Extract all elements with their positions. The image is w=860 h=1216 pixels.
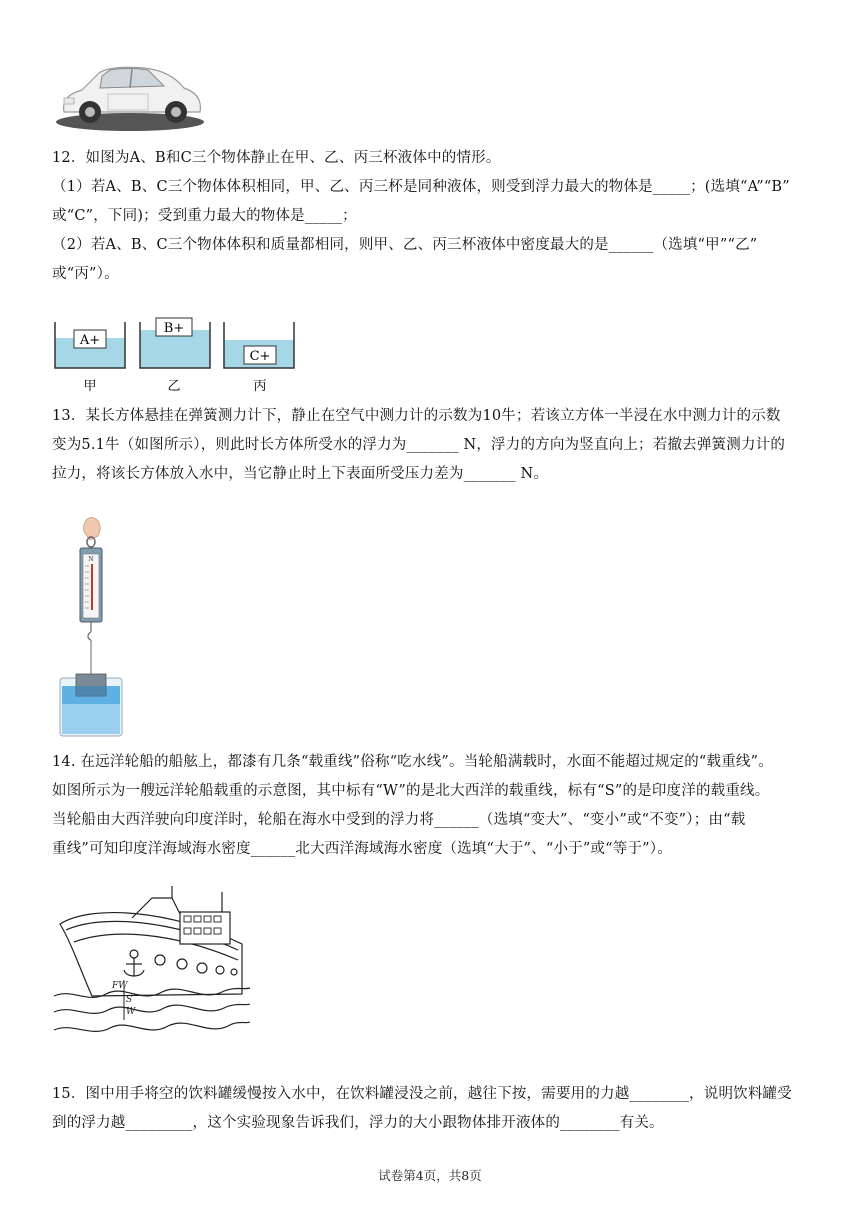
q14-line1: 14. 在远洋轮船的船舷上，都漆有几条“载重线”俗称“吃水线”。当轮船满载时，水面不能超过规定的“载重线”。 [52,754,773,770]
q13-spring-scale-figure [54,514,134,740]
q13-line1: 13．某长方体悬挂在弹簧测力计下，静止在空气中测力计的示数为10牛；若该立方体一半浸在水中测力计的示数 [52,408,781,424]
question-12 [52,144,812,289]
q14-line3: 当轮船由大西洋驶向印度洋时，轮船在海水中受到的浮力将______（选填“变大”、“变小”或“不变”）；由“载 [52,812,746,828]
cup-bing [224,322,294,394]
scale-n-label: N [88,556,94,563]
q12-stem: 12．如图为A、B和C三个物体静止在甲、乙、丙三杯液体中的情形。 [52,150,501,166]
q13-line3: 拉力，将该长方体放入水中，当它静止时上下表面所受压力差为_______ N。 [52,466,549,482]
q13-line2: 变为5.1牛（如图所示），则此时长方体所受水的浮力为_______ N，浮力的方向为竖直向上；若撤去弹簧测力计的 [52,437,786,453]
cup-yi [140,318,210,394]
q12-part1-line1: （1）若A、B、C三个物体体积相同，甲、乙、丙三杯是同种液体，则受到浮力最大的物体是_____；(选填“A”“B” [52,179,790,195]
cup-jia-label: 甲 [83,379,97,394]
q14-ship-figure [52,884,252,1044]
q14-line2: 如图所示为一艘远洋轮船载重的示意图，其中标有“W”的是北大西洋的载重线，标有“S”的是印度洋的载重线。 [52,783,770,799]
mark-s: S [126,995,133,1005]
car-image [52,60,204,134]
q12-part1-line2: 或“C”，下同)；受到重力最大的物体是_____； [52,208,357,224]
q12-part2-line1: （2）若A、B、C三个物体体积和质量都相同，则甲、乙、丙三杯液体中密度最大的是______（选填“甲”“乙” [52,237,758,253]
q14-line4: 重线”可知印度洋海域海水密度______北大西洋海域海水密度（选填“大于”、“小于”或“等于”）。 [52,841,672,857]
mark-w: W [126,1007,136,1017]
cup-bing-label: 丙 [253,379,267,394]
question-15 [52,1080,812,1138]
q15-line1: 15．图中用手将空的饮料罐缓慢按入水中，在饮料罐浸没之前，越往下按，需要用的力越________，说明饮料罐受 [52,1086,792,1102]
block-a-label: A+ [79,333,101,348]
page-footer: 试卷第4页，共8页 [378,1168,482,1183]
cup-jia [55,322,125,394]
q15-line2: 到的浮力越_________，这个实验现象告诉我们，浮力的大小跟物体排开液体的________有关。 [52,1115,664,1131]
q12-part2-line2: 或“丙”）。 [52,266,119,282]
q12-cups-figure [52,316,302,396]
mark-fw: FW [112,981,128,991]
block-c-label: C+ [249,349,271,364]
block-b-label: B+ [163,321,185,336]
cup-yi-label: 乙 [167,379,181,394]
question-13 [52,402,812,489]
question-14 [52,748,812,864]
